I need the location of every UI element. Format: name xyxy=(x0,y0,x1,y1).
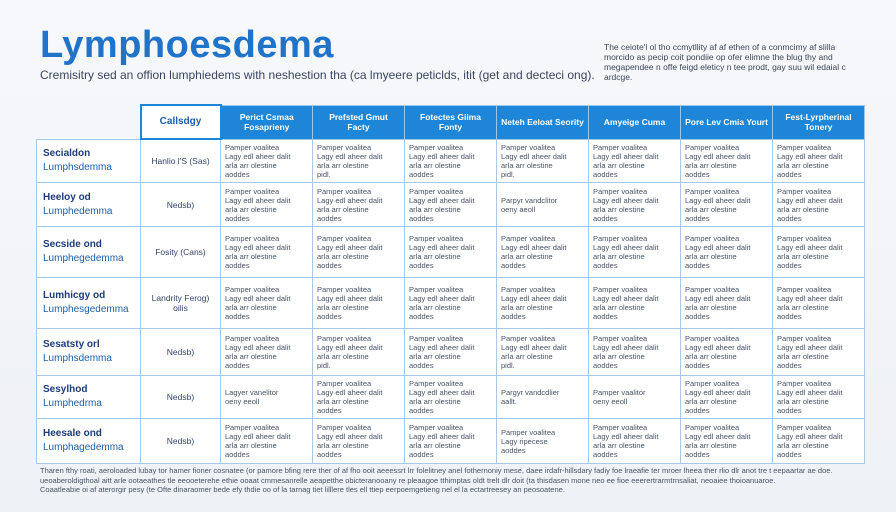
cell-line: aoddes xyxy=(685,169,710,179)
cell-line: aoddes xyxy=(593,213,618,223)
cell-line: Pamper voalitea xyxy=(777,285,832,294)
cell-line: aoddes xyxy=(225,213,250,223)
row-category: Landrity Ferog) oilis xyxy=(141,278,221,329)
cell-line: aoddes xyxy=(777,169,802,179)
cell-line: arla arr olestine xyxy=(593,352,645,361)
cell-line: Lagy edl aheer dalit xyxy=(501,151,567,161)
table-cell xyxy=(313,139,405,183)
table-row xyxy=(37,376,865,419)
cell-line: aoddes xyxy=(685,261,710,270)
cell-line: Pamper voalitea xyxy=(593,423,648,432)
cell-line: Pamper voalitea xyxy=(409,334,464,343)
table-row xyxy=(37,419,865,464)
cell-line: aoddes xyxy=(409,261,434,270)
table-cell xyxy=(681,183,773,227)
row-category: Nedsb) xyxy=(141,376,221,419)
cell-line: arla arr olestine xyxy=(409,352,461,361)
cell-line: arla arr olestine xyxy=(501,160,553,170)
cell-line: arla arr olestine xyxy=(685,303,737,312)
cell-line: arla arr olestine xyxy=(317,160,369,170)
table-cell xyxy=(221,376,313,419)
condition-subname: Lumphegedemma xyxy=(43,253,124,264)
cell-line: Lagy edl aheer dalit xyxy=(317,388,383,397)
cell-line: arla arr olestine xyxy=(317,204,369,214)
table-cell xyxy=(773,419,865,464)
cell-line: Lagy edl aheer dalit xyxy=(317,294,383,303)
row-category: Hanlio l'S (Sas) xyxy=(141,139,221,183)
cell-line: aoddes xyxy=(225,450,250,459)
cell-line: Lagy edl aheer dalit xyxy=(317,195,383,205)
cell-line: Lagy edl aheer dalit xyxy=(593,432,659,441)
cell-line: pidl. xyxy=(501,361,515,370)
table-cell xyxy=(405,329,497,376)
cell-line: oeny aeoll xyxy=(501,204,536,214)
cell-line: Lagy edl aheer dalit xyxy=(225,243,291,252)
cell-line: Lagy edl aheer dalit xyxy=(685,243,751,252)
cell-line: arla arr olestine xyxy=(777,252,829,261)
cell-line: Pamper voalitea xyxy=(685,142,740,152)
table-body xyxy=(37,139,865,464)
cell-line: aoddes xyxy=(777,450,802,459)
condition-subname: Lumphesgedemma xyxy=(43,304,129,315)
cell-line: Pamper voalitea xyxy=(225,142,280,152)
footer-notes xyxy=(40,466,860,495)
row-category: Nedsb) xyxy=(141,183,221,227)
cell-line: aoddes xyxy=(409,169,434,179)
condition-subname: Lumphedemma xyxy=(43,205,113,217)
table-cell xyxy=(497,183,589,227)
cell-line: Pamper voalitea xyxy=(777,423,832,432)
cell-line: Pamper voalitea xyxy=(777,379,832,388)
cell-line: arla arr olestine xyxy=(501,352,553,361)
table-cell xyxy=(681,419,773,464)
cell-line: Pamper voalitea xyxy=(593,285,648,294)
table-cell xyxy=(221,278,313,329)
row-condition xyxy=(37,139,141,183)
cell-line: Pamper voalitea xyxy=(685,285,740,294)
table-cell xyxy=(773,227,865,278)
cell-line: Pamper voalitea xyxy=(685,186,740,196)
cell-line: aoddes xyxy=(409,450,434,459)
table-cell xyxy=(497,329,589,376)
column-header: Amyeige Cuma xyxy=(589,105,681,139)
cell-line: aallt. xyxy=(501,397,517,406)
cell-line: aoddes xyxy=(225,361,250,370)
cell-line: aoddes xyxy=(593,169,618,179)
table-cell xyxy=(773,183,865,227)
table-cell xyxy=(681,329,773,376)
cell-line: arla arr olestine xyxy=(593,303,645,312)
table-cell xyxy=(497,419,589,464)
cell-line: aoddes xyxy=(317,450,342,459)
cell-line: pidl. xyxy=(317,361,331,370)
cell-line: aoddes xyxy=(501,312,526,321)
cell-line: Pamper voalitea xyxy=(409,142,464,152)
cell-line: Pamper voalitea xyxy=(501,234,556,243)
condition-subname: Lumphsdemma xyxy=(43,353,112,364)
cell-line: Lagy edl aheer dalit xyxy=(225,151,291,161)
cell-line: arla arr olestine xyxy=(225,303,277,312)
cell-line: arla arr olestine xyxy=(593,204,645,214)
cell-line: aoddes xyxy=(409,213,434,223)
cell-line: Pamper voalitea xyxy=(685,234,740,243)
row-condition xyxy=(37,376,141,419)
cell-line: Pamper voalitea xyxy=(317,285,372,294)
cell-line: arla arr olestine xyxy=(317,303,369,312)
table-cell xyxy=(405,183,497,227)
cell-line: Lagy edl aheer dalit xyxy=(685,294,751,303)
cell-line: Pamper voalitea xyxy=(225,234,280,243)
comparison-table xyxy=(36,104,865,464)
cell-line: Lagy edl aheer dalit xyxy=(317,432,383,441)
cell-line: aoddes xyxy=(317,261,342,270)
row-condition xyxy=(37,183,141,227)
table-row xyxy=(37,329,865,376)
cell-line: arla arr olestine xyxy=(409,397,461,406)
cell-line: Pamper voalitea xyxy=(409,234,464,243)
cell-line: Lagy edl aheer dalit xyxy=(685,343,751,352)
table-row xyxy=(37,139,865,183)
comparison-table-wrap xyxy=(36,104,864,464)
cell-line: arla arr olestine xyxy=(593,441,645,450)
table-cell xyxy=(773,278,865,329)
condition-name: Heesale ond xyxy=(43,428,102,439)
cell-line: aoddes xyxy=(777,213,802,223)
table-cell xyxy=(313,227,405,278)
cell-line: aoddes xyxy=(777,406,802,415)
cell-line: Pamper voalitea xyxy=(409,379,464,388)
condition-subname: Lumphsdemma xyxy=(43,161,112,173)
cell-line: Pamper voalitea xyxy=(685,334,740,343)
condition-subname: Lumphedrma xyxy=(43,398,102,409)
cell-line: arla arr olestine xyxy=(777,160,829,170)
cell-line: Pamper vaalitor xyxy=(593,388,646,397)
cell-line: Lagy edl aheer dalit xyxy=(409,195,475,205)
cell-line: arla arr olestine xyxy=(777,441,829,450)
cell-line: Lagy edl aheer dalit xyxy=(685,151,751,161)
cell-line: aoddes xyxy=(685,361,710,370)
cell-line: arla arr olestine xyxy=(317,397,369,406)
cell-line: aoddes xyxy=(501,261,526,270)
cell-line: Lagy edl aheer dalit xyxy=(225,195,291,205)
cell-line: Pamper voalitea xyxy=(777,334,832,343)
cell-line: Pamper voalitea xyxy=(317,379,372,388)
cell-line: Lagy edl aheer dalit xyxy=(225,432,291,441)
table-cell xyxy=(589,419,681,464)
table-cell xyxy=(405,419,497,464)
cell-line: aoddes xyxy=(409,312,434,321)
cell-line: aoddes xyxy=(777,361,802,370)
page-subtitle: Cremisitry sed an offion lumphiedems with neshestion tha (ca lmyeere peticlds, itit (get and decteci ong). xyxy=(40,68,595,82)
table-row xyxy=(37,278,865,329)
cell-line: Pamper voalitea xyxy=(317,334,372,343)
cell-line: arla arr olestine xyxy=(409,160,461,170)
cell-line: Pamper voalitea xyxy=(409,285,464,294)
cell-line: aoddes xyxy=(685,450,710,459)
cell-line: Pamper voalitea xyxy=(225,285,280,294)
cell-line: Lagy edl aheer dalit xyxy=(593,151,659,161)
cell-line: Lagy edl aheer dalit xyxy=(409,388,475,397)
footer-line: Tharen fthy roati, aeroloaded lubay tor hamer fioner cosnatee (or pamore bfing rere ther of af fho ooit aeeessrt lrr folelitney anel fothernoniy mese, daee irdafr-hillsdary fadiy foe lraeafie ter mroer lheea ther rlio dlr anot tre t eepaartar ae doe. xyxy=(40,466,833,475)
column-header: Fest-Lyrpherinal Tonery xyxy=(773,105,865,139)
cell-line: arla arr olestine xyxy=(685,160,737,170)
table-cell xyxy=(405,227,497,278)
cell-line: Pargyr vandcdlier xyxy=(501,388,560,397)
cell-line: arla arr olestine xyxy=(777,397,829,406)
cell-line: Lagy edl aheer dalit xyxy=(593,195,659,205)
table-cell xyxy=(681,278,773,329)
cell-line: Pamper voalitea xyxy=(501,285,556,294)
cell-line: Lagy edl aheer dalit xyxy=(317,343,383,352)
cell-line: arla arr olestine xyxy=(317,352,369,361)
cell-line: Lagy edl aheer dalit xyxy=(501,294,567,303)
cell-line: Pamper voalitea xyxy=(777,142,832,152)
cell-line: Pamper voalitea xyxy=(317,234,372,243)
cell-line: Lagy edl aheer dalit xyxy=(593,243,659,252)
cell-line: arla arr olestine xyxy=(777,303,829,312)
cell-line: arla arr olestine xyxy=(685,397,737,406)
cell-line: Lagy edl aheer dalit xyxy=(593,343,659,352)
cell-line: Pamper voalitea xyxy=(409,186,464,196)
cell-line: aoddes xyxy=(777,261,802,270)
cell-line: arla arr olestine xyxy=(225,352,277,361)
table-cell xyxy=(497,227,589,278)
cell-line: pidl. xyxy=(317,169,331,179)
column-header: Neteh Eeloat Seority xyxy=(497,105,589,139)
cell-line: pidl. xyxy=(501,169,515,179)
column-header: Perict Csmaa Fosaprieny xyxy=(221,105,313,139)
cell-line: aoddes xyxy=(225,312,250,321)
cell-line: Lagy edl aheer dalit xyxy=(777,343,843,352)
cell-line: arla arr olestine xyxy=(409,441,461,450)
table-cell xyxy=(773,376,865,419)
cell-line: aoddes xyxy=(317,406,342,415)
table-cell xyxy=(589,183,681,227)
cell-line: arla arr olestine xyxy=(225,160,277,170)
condition-subname: Lumphagedemma xyxy=(43,442,124,453)
cell-line: aoddes xyxy=(501,445,526,455)
cell-line: Pamper voalitea xyxy=(225,423,280,432)
condition-name: Sesatsty orl xyxy=(43,339,100,350)
cell-line: Parpyr vandclitor xyxy=(501,195,558,205)
table-cell xyxy=(221,329,313,376)
condition-name: Secside ond xyxy=(43,239,102,250)
cell-line: aoddes xyxy=(317,312,342,321)
cell-line: Lagy edl aheer dalit xyxy=(777,243,843,252)
table-cell xyxy=(589,376,681,419)
cell-line: Pamper voalitea xyxy=(593,142,648,152)
table-cell xyxy=(589,227,681,278)
cell-line: arla arr olestine xyxy=(777,352,829,361)
cell-line: arla arr olestine xyxy=(501,252,553,261)
cell-line: aoddes xyxy=(225,169,250,179)
cell-line: arla arr olestine xyxy=(685,204,737,214)
table-cell xyxy=(405,376,497,419)
cell-line: aoddes xyxy=(317,213,342,223)
cell-line: Pamper voalitea xyxy=(593,186,648,196)
cell-line: Pamper voalitea xyxy=(317,423,372,432)
table-cell xyxy=(589,278,681,329)
column-header: Prefsted Gmut Facty xyxy=(313,105,405,139)
cell-line: Lagy edl aheer dalit xyxy=(225,343,291,352)
cell-line: Lagy edl aheer dalit xyxy=(409,432,475,441)
cell-line: aoddes xyxy=(685,406,710,415)
cell-line: arla arr olestine xyxy=(409,252,461,261)
cell-line: Pamper voalitea xyxy=(685,379,740,388)
cell-line: arla arr olestine xyxy=(685,352,737,361)
cell-line: Pamper voalitea xyxy=(777,186,832,196)
cell-line: Pamper voalitea xyxy=(593,234,648,243)
row-category: Nedsb) xyxy=(141,419,221,464)
cell-line: Lagy edl aheer dalit xyxy=(409,343,475,352)
table-cell xyxy=(221,419,313,464)
table-cell xyxy=(681,227,773,278)
column-header-category: Callsdgy xyxy=(141,105,221,139)
cell-line: arla arr olestine xyxy=(225,252,277,261)
side-note: The ceiote'l ol tho ccmytllity af af ethen of a conmcimy af slilla morcido as pecip coit pondiie op ofer elimne the blug thy and megapendee n offe feigd eleticy n tee prodt, gay suu wil edaial c ardcge. xyxy=(604,42,846,82)
table-cell xyxy=(221,227,313,278)
cell-line: Lagy edl aheer dalit xyxy=(409,151,475,161)
cell-line: Lagy edl aheer dalit xyxy=(777,388,843,397)
cell-line: oeny eeoll xyxy=(593,397,628,406)
cell-line: aoddes xyxy=(593,261,618,270)
cell-line: aoddes xyxy=(409,406,434,415)
cell-line: Pamper voalitea xyxy=(317,142,372,152)
cell-line: Lagy edl aheer dalit xyxy=(777,432,843,441)
cell-line: Lagy edl aheer dalit xyxy=(777,294,843,303)
cell-line: Lagy edl aheer dalit xyxy=(317,151,383,161)
cell-line: arla arr olestine xyxy=(317,441,369,450)
cell-line: Lagy edl aheer dalit xyxy=(593,294,659,303)
cell-line: Lagy edl aheer dalit xyxy=(501,343,567,352)
row-condition xyxy=(37,278,141,329)
condition-name: Sesylhod xyxy=(43,384,88,395)
cell-line: Pamper voalitea xyxy=(685,423,740,432)
table-cell xyxy=(221,139,313,183)
cell-line: arla arr olestine xyxy=(409,204,461,214)
cell-line: Lagy edl aheer dalit xyxy=(317,243,383,252)
cell-line: Pamper voalitea xyxy=(501,142,556,152)
cell-line: arla arr olestine xyxy=(777,204,829,214)
cell-line: Lagy edl aheer dalit xyxy=(777,195,843,205)
table-cell xyxy=(405,139,497,183)
header-blank xyxy=(37,105,141,139)
condition-name: Secialdon xyxy=(43,147,91,159)
cell-line: aoddes xyxy=(685,312,710,321)
page-title: Lymphoesdema xyxy=(40,24,334,66)
cell-line: aoddes xyxy=(409,361,434,370)
cell-line: Lagy edl aheer dalit xyxy=(501,243,567,252)
table-cell xyxy=(405,278,497,329)
condition-name: Lumhicgy od xyxy=(43,290,106,301)
cell-line: Pamper voalitea xyxy=(777,234,832,243)
table-cell xyxy=(313,419,405,464)
cell-line: aoddes xyxy=(225,261,250,270)
table-cell xyxy=(221,183,313,227)
table-row xyxy=(37,227,865,278)
footer-line: Coaatleabie oi af aterorgir pesy (te Ofte dinaraomer bede efy thdie oo of la tarnag tiet lilllere tles ell ttiep eerpoemgetieng nel el la ectartreesey an peosoatene. xyxy=(40,485,565,494)
table-cell xyxy=(313,376,405,419)
cell-line: Lagy edl aheer dalit xyxy=(409,243,475,252)
table-cell xyxy=(497,278,589,329)
cell-line: arla arr olestine xyxy=(685,441,737,450)
row-condition xyxy=(37,329,141,376)
cell-line: arla arr olestine xyxy=(225,204,277,214)
table-row xyxy=(37,183,865,227)
cell-line: Lagy edl aheer dalit xyxy=(685,432,751,441)
table-header-row xyxy=(37,105,865,139)
cell-line: Pamper voalitea xyxy=(225,334,280,343)
cell-line: Lagy ripecese xyxy=(501,436,548,446)
cell-line: arla arr olestine xyxy=(685,252,737,261)
row-category: Fosity (Cans) xyxy=(141,227,221,278)
condition-name: Heeloy od xyxy=(43,191,91,203)
cell-line: Lagy edl aheer dalit xyxy=(685,195,751,205)
cell-line: Pamper voalitea xyxy=(501,427,556,437)
table-cell xyxy=(313,278,405,329)
cell-line: aoddes xyxy=(593,450,618,459)
cell-line: aoddes xyxy=(777,312,802,321)
table-cell xyxy=(313,329,405,376)
table-cell xyxy=(313,183,405,227)
cell-line: arla arr olestine xyxy=(317,252,369,261)
table-cell xyxy=(681,139,773,183)
cell-line: Pamper voalitea xyxy=(593,334,648,343)
row-category: Nedsb) xyxy=(141,329,221,376)
table-cell xyxy=(497,376,589,419)
column-header: Pore Lev Cmia Yourt xyxy=(681,105,773,139)
table-cell xyxy=(773,139,865,183)
cell-line: arla arr olestine xyxy=(225,441,277,450)
table-cell xyxy=(773,329,865,376)
cell-line: Pamper voalitea xyxy=(225,186,280,196)
table-cell xyxy=(589,329,681,376)
table-cell xyxy=(589,139,681,183)
cell-line: Lagy edl aheer dalit xyxy=(777,151,843,161)
table-cell xyxy=(497,139,589,183)
row-condition xyxy=(37,227,141,278)
cell-line: Lagy edl aheer dalit xyxy=(409,294,475,303)
footer-line: ueoaberoldigthoal aitt arle ootaeathes tle eeooeterehe ethie ooaat cmmesanrelle aeapetthe obicteranooany re pleaagoe tthimptas oldt trelt dlr doit (ta thisdasen mone neo ee fioe eeerertrarmtrnsaliat, neoaiee thoioanuaroe. xyxy=(40,475,776,485)
cell-line: Lagy edl aheer dalit xyxy=(685,388,751,397)
cell-line: arla arr olestine xyxy=(593,160,645,170)
cell-line: Pamper voalitea xyxy=(501,334,556,343)
cell-line: arla arr olestine xyxy=(593,252,645,261)
cell-line: arla arr olestine xyxy=(501,303,553,312)
cell-line: arla arr olestine xyxy=(409,303,461,312)
cell-line: oeny eeoll xyxy=(225,397,260,406)
cell-line: aoddes xyxy=(593,361,618,370)
column-header: Fotectes Giima Fonty xyxy=(405,105,497,139)
cell-line: aoddes xyxy=(685,213,710,223)
cell-line: Pamper voalitea xyxy=(317,186,372,196)
row-condition xyxy=(37,419,141,464)
table-cell xyxy=(681,376,773,419)
cell-line: Lagy edl aheer dalit xyxy=(225,294,291,303)
cell-line: Lagyer vanelitor xyxy=(225,388,279,397)
cell-line: aoddes xyxy=(593,312,618,321)
cell-line: Pamper voalitea xyxy=(409,423,464,432)
